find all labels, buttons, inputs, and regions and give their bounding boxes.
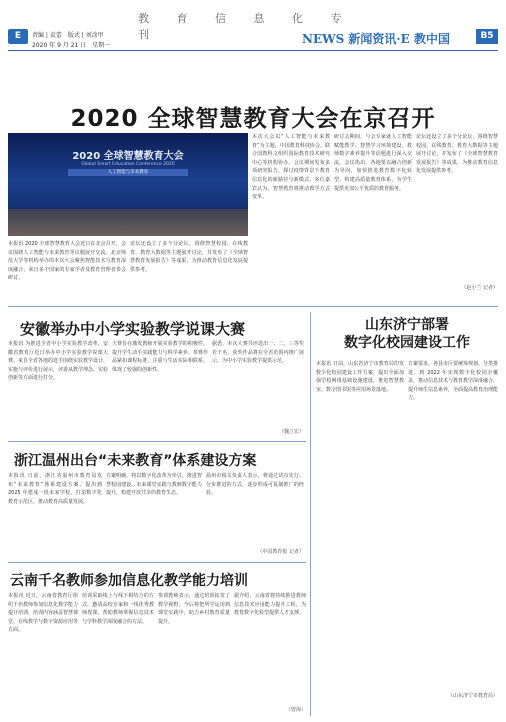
section-brand: NEWS 新闻资讯·E 教中国 <box>302 32 450 46</box>
anhui-text-col2: 大赛旨在激发教师开展实验教学的积极性，提升学生动手实践能力与科学素养。参赛作品紧扣课程标准，注重与生活实际相联系，体现了较强的创新性。 <box>112 341 208 373</box>
anhui-text-col1: 本报讯 为推进全省中小学实验教学改革，安徽省教育厅近日举办中小学实验教学说课大赛。来自全省各地的选手围绕实验教学设计、实施与评价进行展示，评委从教学理念、实验创新等方面进行打分。 <box>8 341 108 382</box>
anhui-credit: （魏立宏） <box>278 429 304 435</box>
shandong-headline-1: 山东济宁部署 <box>365 317 449 333</box>
conference-photo <box>8 133 248 236</box>
lead-headline: 2020 全球智慧教育大会在京召开 <box>70 106 436 132</box>
anhui-text-col3: 据悉，本次大赛共评选出一、二、三等奖若干名，获奖作品将在全省范围内推广展示，为中小学实验教学提供示范。 <box>212 341 304 365</box>
yunnan-text-col3: 参训教师表示，通过培训拓宽了教学视野，今后将把所学运用到课堂实践中，助力乡村教育质量提升。 <box>158 593 230 625</box>
yunnan-credit: （曾海） <box>285 707 306 713</box>
zhejiang-credit: （中国教育报 记者） <box>257 549 304 555</box>
section-divider <box>8 562 306 563</box>
photo-banner: 人工智能与未来教育 <box>68 169 188 176</box>
section-divider <box>8 306 498 307</box>
column-divider <box>310 312 311 716</box>
zhejiang-text-col1: 本报讯 日前，浙江省温州市教育局发布“未来教育”体系建设方案，提出到 2025 年建成一批未来学校，打造数字化教育示范区，推动教育高质量发展。 <box>8 473 102 505</box>
newspaper-logo-icon: E <box>8 29 28 44</box>
page-number: B5 <box>476 29 498 44</box>
photo-subtitle: Global Smart Education Conference 2020 <box>81 162 175 167</box>
yunnan-text-col1: 本报讯 近日，云南省教育厅组织千名教师参加信息化教学能力提升培训，培训内容涵盖智慧课堂、在线教学与数字资源应用等方面。 <box>8 593 78 634</box>
zhejiang-headline: 浙江温州出台“未来教育”体系建设方案 <box>14 453 257 469</box>
lead-text-col2: 本次大会以“人工智能与未来教育”为主题，中国教育科技协会、联合国教科文组织国际教育技术研究中心等机构协办。会议期间发布多项研究报告，探讨疫情背景下教育信息化的新路径与新模式。多位嘉宾认为，智慧教育将推动教学方式变革。 <box>252 134 330 201</box>
shandong-text-col1: 本报讯 日前，山东省济宁市教育局印发数字化校园建设工作方案，提出全面加强学校网络基础设施建设，推进智慧教室、数字图书馆等应用场景落地。 <box>316 361 404 393</box>
zhejiang-text-col2: 方案明确，将以数字化改革为牵引，推进智慧校园建设、未来课堂实践与教师数字能力提升，构建开放共享的教育生态。 <box>106 473 202 497</box>
masthead-slogan: 教 育 信 息 化 专 刊 <box>138 12 354 41</box>
issue-date: 2020 年 9 月 21 日 星期一 <box>32 42 111 49</box>
shandong-credit: （山东济宁市教育局） <box>447 693 498 699</box>
editor-credit: 责编 | 袁蕾 版式 | 刘涂甲 <box>32 32 104 39</box>
lead-text-col4: 论坛还设立了多个分论坛，围绕智慧校园、在线教育、教育大数据等主题展开讨论，并发布了《全球智慧教育发展报告》等成果，为推动教育信息化发展提供参考。 <box>416 134 498 175</box>
photo-stage-floor <box>8 209 248 236</box>
anhui-headline: 安徽举办中小学实验教学说课大赛 <box>20 320 246 338</box>
lead-credit: （赵小兰 记者） <box>461 285 498 291</box>
shandong-headline-2: 数字化校园建设工作 <box>344 335 470 351</box>
zhejiang-text-col3: 温州市相关负责人表示，将通过试点先行、分步推进的方式，逐步形成可复制推广的经验。 <box>206 473 304 497</box>
yunnan-headline: 云南千名教师参加信息化教学能力培训 <box>10 573 248 589</box>
yunnan-text-col2: 培训采取线上与线下相结合的方式，邀请高校专家和一线优秀教师授课，帮助教师掌握信息技术与学科教学深度融合的方法。 <box>82 593 154 625</box>
lead-text-col3: 研讨会期间，与会专家就人工智能赋能教学、智慧学习环境建设、教师数字素养提升等话题进行深入交流。会议指出，各地要以融合创新为导向，加快推进教育数字化转型，构建高质量教育体系，为学生提供更加公平优质的教育服务。 <box>334 134 412 192</box>
yunnan-text-col4: 据介绍，云南省将持续推进教师信息技术应用能力提升工程，为教育数字化转型提供人才支撑。 <box>234 593 306 617</box>
lead-text-col1a: 本报讯 2020 全球智慧教育大会近日在北京召开，会议围绕人工智能与未来教育等议题展开交流。北京师范大学等机构举办的本次大会聚焦智能技术与教育深度融合，来自多个国家的专家学者及教育管理者参会研讨。 <box>8 241 126 282</box>
masthead <box>0 0 506 52</box>
shandong-text-col2: 方案要求，各县市区要统筹规划、分类推进，到 2022 年实现数字化校园全覆盖，推动信息技术与教育教学深度融合，提升师生信息素养，全面提高教育治理能力。 <box>408 361 498 402</box>
lead-text-col1b: 论坛还设立了多个分论坛，围绕智慧校园、在线教育、教育大数据等主题展开讨论，并发布了《全球智慧教育发展报告》等成果，为推动教育信息化发展提供参考。 <box>130 241 248 273</box>
masthead-rule <box>8 50 498 51</box>
section-divider <box>8 441 306 442</box>
photo-title: 2020 全球智慧教育大会 <box>72 151 184 162</box>
